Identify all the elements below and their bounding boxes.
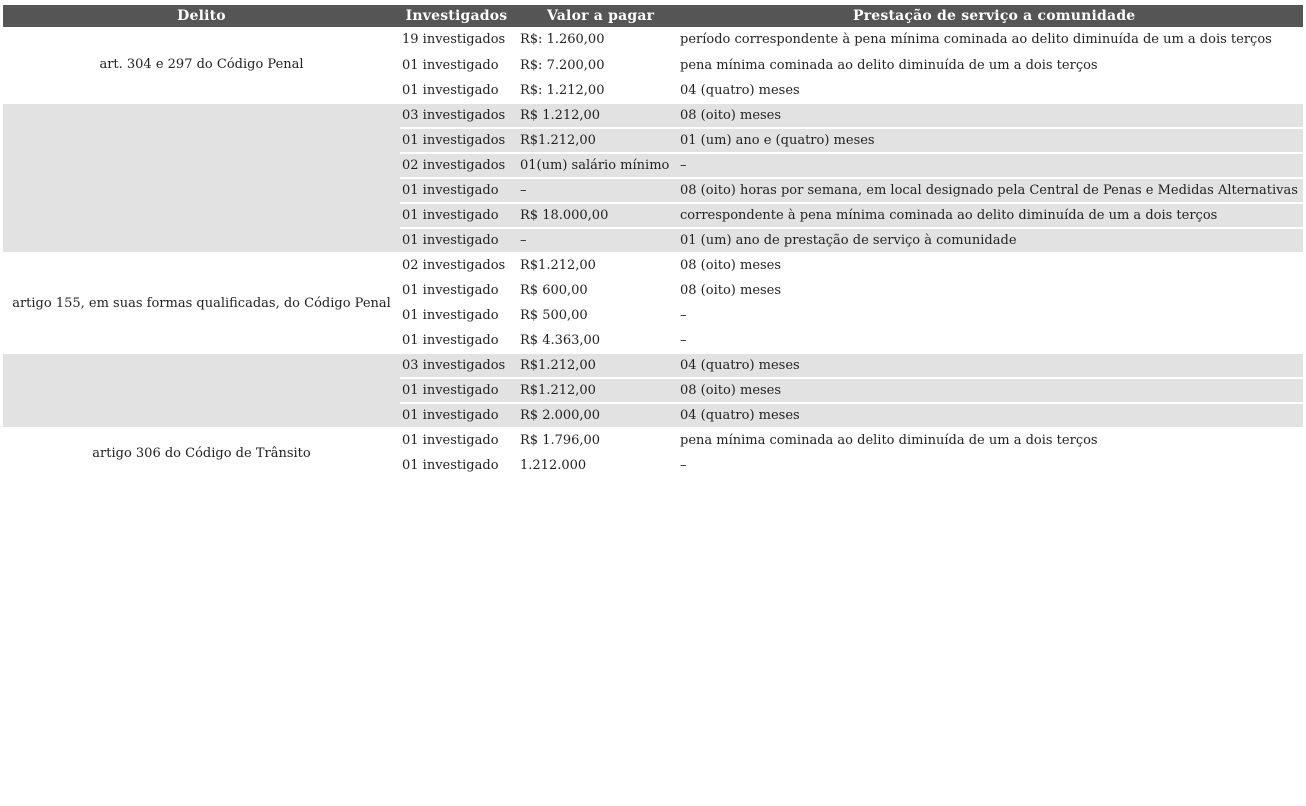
prestacao-cell: 08 (oito) meses: [673, 103, 1303, 128]
investigados-cell: 02 investigados: [400, 253, 513, 278]
valor-cell: R$ 500,00: [513, 303, 673, 328]
investigados-cell: 01 investigado: [400, 403, 513, 428]
prestacao-cell: 01 (um) ano de prestação de serviço à comunidade: [673, 228, 1303, 253]
prestacao-cell: pena mínima cominada ao delito diminuída de um a dois terços: [673, 428, 1303, 453]
investigados-cell: 01 investigado: [400, 328, 513, 353]
header-delito: Delito: [3, 5, 400, 27]
valor-cell: R$: 7.200,00: [513, 53, 673, 78]
table-header-row: [3, 5, 1303, 27]
delito-cell: [3, 353, 400, 428]
results-table-container: [3, 5, 1303, 477]
valor-cell: R$ 1.796,00: [513, 428, 673, 453]
table-body: [3, 27, 1303, 477]
header-prestacao: Prestação de serviço a comunidade: [673, 5, 1303, 27]
prestacao-cell: 04 (quatro) meses: [673, 78, 1303, 103]
prestacao-cell: 08 (oito) meses: [673, 278, 1303, 303]
investigados-cell: 02 investigados: [400, 153, 513, 178]
investigados-cell: 01 investigado: [400, 178, 513, 203]
table-row: [3, 253, 1303, 278]
delito-cell: art. 304 e 297 do Código Penal: [3, 27, 400, 103]
valor-cell: R$1.212,00: [513, 353, 673, 378]
valor-cell: –: [513, 228, 673, 253]
investigados-cell: 01 investigado: [400, 303, 513, 328]
prestacao-cell: –: [673, 328, 1303, 353]
investigados-cell: 01 investigado: [400, 53, 513, 78]
delito-cell: artigo 306 do Código de Trânsito: [3, 428, 400, 477]
investigados-cell: 01 investigado: [400, 428, 513, 453]
prestacao-cell: –: [673, 453, 1303, 477]
prestacao-cell: 04 (quatro) meses: [673, 403, 1303, 428]
results-table: [3, 5, 1303, 477]
header-valor: Valor a pagar: [513, 5, 673, 27]
valor-cell: R$ 18.000,00: [513, 203, 673, 228]
valor-cell: R$1.212,00: [513, 378, 673, 403]
header-investigados: Investigados: [400, 5, 513, 27]
valor-cell: –: [513, 178, 673, 203]
valor-cell: 01(um) salário mínimo: [513, 153, 673, 178]
investigados-cell: 01 investigado: [400, 378, 513, 403]
delito-cell: [3, 103, 400, 253]
investigados-cell: 19 investigados: [402, 32, 506, 47]
prestacao-cell: correspondente à pena mínima cominada ao delito diminuída de um a dois terços: [673, 203, 1303, 228]
valor-cell: R$ 4.363,00: [513, 328, 673, 353]
prestacao-cell: pena mínima cominada ao delito diminuída de um a dois terços: [673, 53, 1303, 78]
table-row: [3, 103, 1303, 128]
valor-cell: R$: 1.260,00: [520, 32, 605, 47]
table-row: [3, 27, 1303, 53]
delito-cell: artigo 155, em suas formas qualificadas, do Código Penal: [3, 253, 400, 353]
table-row: [3, 428, 1303, 453]
prestacao-cell: –: [673, 153, 1303, 178]
prestacao-cell: 01 (um) ano e (quatro) meses: [673, 128, 1303, 153]
valor-cell: R$ 1.212,00: [513, 103, 673, 128]
investigados-cell: 01 investigados: [400, 128, 513, 153]
investigados-cell: 01 investigado: [400, 278, 513, 303]
valor-cell: 1.212.000: [513, 453, 673, 477]
prestacao-cell: 08 (oito) meses: [673, 253, 1303, 278]
prestacao-cell: –: [673, 303, 1303, 328]
valor-cell: R$1.212,00: [513, 253, 673, 278]
investigados-cell: 03 investigados: [400, 353, 513, 378]
valor-cell: R$ 600,00: [513, 278, 673, 303]
investigados-cell: 03 investigados: [400, 103, 513, 128]
investigados-cell: 01 investigado: [400, 453, 513, 477]
valor-cell: R$ 2.000,00: [513, 403, 673, 428]
table-row: [3, 353, 1303, 378]
prestacao-cell: 08 (oito) meses: [673, 378, 1303, 403]
prestacao-cell: 04 (quatro) meses: [673, 353, 1303, 378]
valor-cell: R$1.212,00: [513, 128, 673, 153]
prestacao-cell: 08 (oito) horas por semana, em local designado pela Central de Penas e Medidas Alternativas: [673, 178, 1303, 203]
valor-cell: R$: 1.212,00: [513, 78, 673, 103]
investigados-cell: 01 investigado: [400, 78, 513, 103]
prestacao-cell: período correspondente à pena mínima cominada ao delito diminuída de um a dois terços: [680, 32, 1272, 47]
investigados-cell: 01 investigado: [400, 203, 513, 228]
investigados-cell: 01 investigado: [400, 228, 513, 253]
